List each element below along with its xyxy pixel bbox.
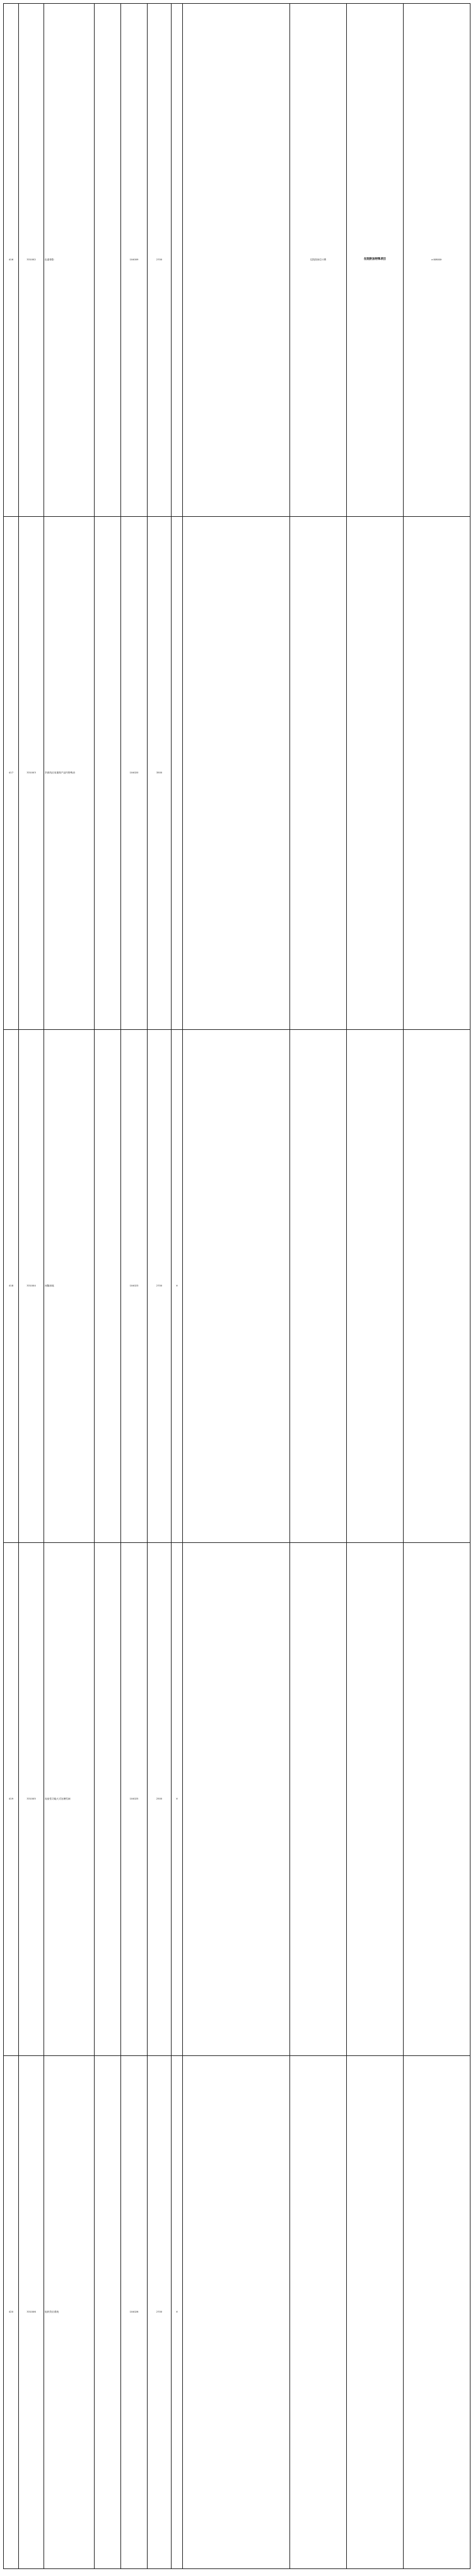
document-sheet (3, 3, 470, 2569)
cell-mark (172, 517, 183, 1030)
cell-content (183, 4, 290, 517)
cell-n1: 104026 (121, 2056, 148, 2569)
table-row (4, 1543, 470, 2056)
cell-detail (95, 2056, 121, 2569)
cell-mark: ¥ (172, 2056, 183, 2569)
fee-table (3, 3, 470, 2569)
cell-scope (290, 1030, 347, 1543)
table-body (4, 4, 470, 2569)
cell-n1: 104009 (121, 4, 148, 517)
cell-mark: ¥ (172, 1030, 183, 1543)
cell-scope (290, 2056, 347, 2569)
cell-seq: 416 (4, 4, 19, 517)
cell-detail (95, 517, 121, 1030)
table-row (4, 2056, 470, 2569)
cell-n1: 104020 (121, 517, 148, 1030)
cell-detail (95, 1030, 121, 1543)
cell-scope: 住院按床位计费 (290, 4, 347, 517)
cell-code: 331003 (19, 517, 44, 1030)
cell-seq: 419 (4, 1543, 19, 2056)
cell-mark (172, 4, 183, 517)
cell-n1: 104025 (121, 1543, 148, 2056)
cell-n1: 104023 (121, 1030, 148, 1543)
cell-content (183, 1543, 290, 2056)
cell-cat (347, 1543, 404, 2056)
cell-name: 多源线应用重构产品内特殊治 (44, 517, 95, 1030)
cell-seq: 418 (4, 1030, 19, 1543)
cell-n2: 2700 (148, 1030, 172, 1543)
cell-name: 组织效应系统 (44, 2056, 95, 2569)
cell-name: 炎症性功能大式处理性病 (44, 1543, 95, 2056)
cell-cat: 在院附加特殊项目 (347, 4, 404, 517)
cell-note: a 008000· (404, 4, 470, 517)
cell-n2: 2700 (148, 4, 172, 517)
cell-detail (95, 1543, 121, 2056)
cell-seq: 420 (4, 2056, 19, 2569)
cell-scope (290, 1543, 347, 2056)
cell-note (404, 2056, 470, 2569)
table-row (4, 1030, 470, 1543)
cell-cat (347, 2056, 404, 2569)
cell-code: 331005 (19, 1543, 44, 2056)
table-row (4, 4, 470, 517)
cell-cat (347, 517, 404, 1030)
cell-name: 间隔深离 (44, 1030, 95, 1543)
cell-code: 331004 (19, 1030, 44, 1543)
cell-n2: 3500 (148, 517, 172, 1030)
cell-content (183, 1030, 290, 1543)
cell-code: 331006 (19, 2056, 44, 2569)
cell-seq: 417 (4, 517, 19, 1030)
cell-detail (95, 4, 121, 517)
cell-n2: 2700 (148, 2056, 172, 2569)
cell-content (183, 2056, 290, 2569)
cell-note (404, 1543, 470, 2056)
cell-scope (290, 517, 347, 1030)
cell-mark: ¥ (172, 1543, 183, 2056)
cell-note (404, 1030, 470, 1543)
table-row (4, 517, 470, 1030)
cell-name: 色素脊影 (44, 4, 95, 517)
cell-n2: 2500 (148, 1543, 172, 2056)
cell-note (404, 517, 470, 1030)
cell-cat (347, 1030, 404, 1543)
cell-code: 331002 (19, 4, 44, 517)
cell-content (183, 517, 290, 1030)
